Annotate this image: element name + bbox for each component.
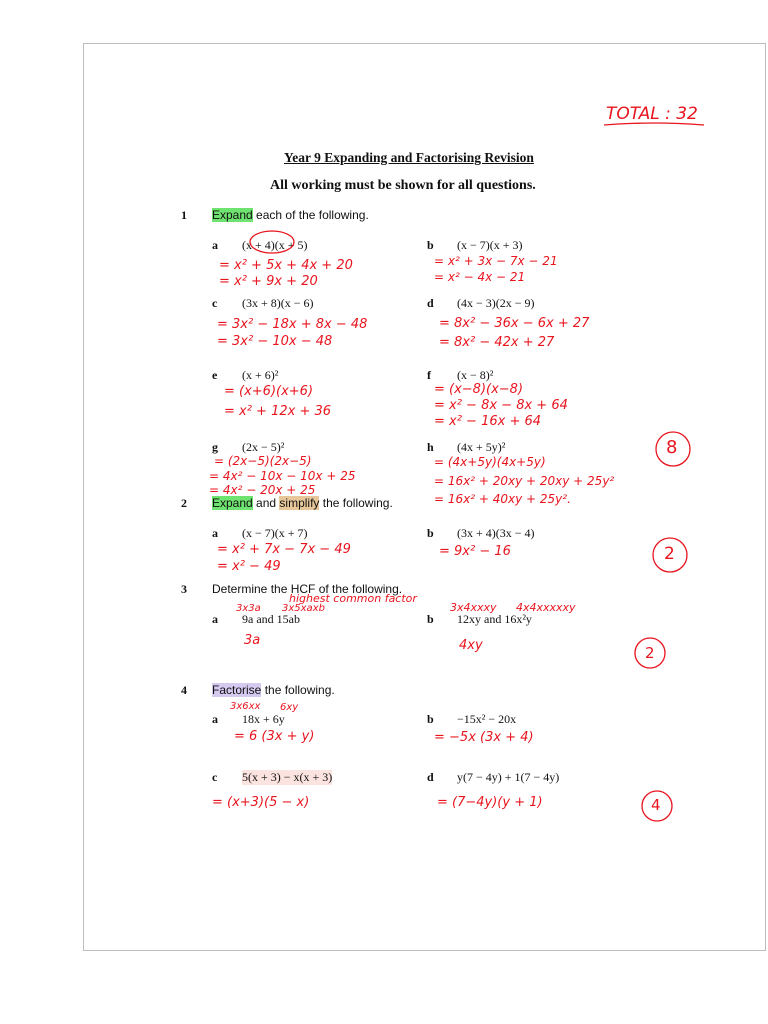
q1d-letter: d — [427, 296, 434, 310]
q3a-expression: 9a and 15ab — [242, 612, 300, 626]
score-q1: 8 — [666, 437, 678, 458]
q1g-expression: (2x − 5)² — [242, 440, 285, 454]
q1a-expression: (x + 4)(x + 5) — [242, 238, 308, 252]
q4c-answer: = (x+3)(5 − x) — [212, 795, 310, 810]
q1e-letter: e — [212, 368, 218, 382]
q1h-expression: (4x + 5y)² — [457, 440, 506, 454]
score-q2: 2 — [664, 544, 675, 564]
handwriting-layer — [84, 44, 767, 952]
q1b-working-line1: = x² + 3x − 7x − 21 — [434, 254, 558, 268]
q1f-working-line3: = x² − 16x + 64 — [434, 414, 542, 429]
q4c-letter: c — [212, 770, 218, 784]
q1d-working-line2: = 8x² − 42x + 27 — [439, 335, 555, 350]
q3a-letter: a — [212, 612, 218, 626]
q1c-working-line2: = 3x² − 10x − 48 — [217, 334, 333, 349]
q1d-working-line1: = 8x² − 36x − 6x + 27 — [439, 316, 590, 331]
q1c-letter: c — [212, 296, 218, 310]
question-3-prompt: Determine the HCF of the following. — [212, 582, 403, 596]
q1a-loop-mark — [250, 231, 294, 253]
q1e-working-line1: = (x+6)(x+6) — [224, 384, 314, 399]
q2b-letter: b — [427, 526, 434, 540]
q3b-working-2: 4x4xxxxxy — [516, 601, 576, 614]
question-4-prompt: Factorise the following. — [212, 683, 335, 697]
expand-keyword: Expand — [212, 208, 253, 222]
q1f-letter: f — [427, 368, 431, 382]
q1c-expression: (3x + 8)(x − 6) — [242, 296, 314, 310]
total-score: TOTAL : 32 — [606, 104, 698, 124]
q4b-letter: b — [427, 712, 434, 726]
simplify-keyword: simplify — [279, 496, 320, 510]
question-3-number: 3 — [181, 582, 187, 596]
q1g-working-line2: = 4x² − 10x − 10x + 25 — [209, 469, 356, 483]
q2a-working-line1: = x² + 7x − 7x − 49 — [217, 542, 351, 557]
q1d-expression: (4x − 3)(2x − 9) — [457, 296, 535, 310]
q1b-letter: b — [427, 238, 434, 252]
q1b-expression: (x − 7)(x + 3) — [457, 238, 523, 252]
q3a-working-2: 3x5xaxb — [282, 603, 325, 614]
q3a-answer: 3a — [244, 633, 261, 648]
question-4-number: 4 — [181, 683, 187, 697]
q1e-expression: (x + 6)² — [242, 368, 279, 382]
q4a-working-2: 6xy — [280, 702, 299, 713]
score-q4: 4 — [651, 796, 661, 814]
factorise-keyword: Factorise — [212, 683, 262, 697]
q1h-working-line2: = 16x² + 20xy + 20xy + 25y² — [434, 474, 615, 488]
q1h-working-line1: = (4x+5y)(4x+5y) — [434, 455, 546, 469]
hcf-definition-note: highest common factor — [289, 592, 417, 605]
q1a-letter: a — [212, 238, 218, 252]
q2a-working-line2: = x² − 49 — [217, 559, 281, 574]
q4d-expression: y(7 − 4y) + 1(7 − 4y) — [457, 770, 560, 784]
question-1-prompt: Expand each of the following. — [212, 208, 369, 222]
q1h-letter: h — [427, 440, 434, 454]
question-1-number: 1 — [181, 208, 187, 222]
q3a-working-1: 3x3a — [236, 603, 261, 614]
q1a-working-line1: = x² + 5x + 4x + 20 — [219, 258, 353, 273]
q4d-answer: = (7−4y)(y + 1) — [437, 795, 543, 810]
q1c-working-line1: = 3x² − 18x + 8x − 48 — [217, 317, 368, 332]
q4b-answer: = −5x (3x + 4) — [434, 730, 534, 745]
q1b-working-line2: = x² − 4x − 21 — [434, 270, 526, 284]
q1g-working-line1: = (2x−5)(2x−5) — [214, 454, 312, 468]
q4a-expression: 18x + 6y — [242, 712, 285, 726]
q1g-working-line3: = 4x² − 20x + 25 — [209, 483, 316, 497]
q4a-working-1: 3x6xx — [230, 701, 261, 712]
q3b-expression: 12xy and 16x²y — [457, 612, 532, 626]
expand-keyword: Expand — [212, 496, 253, 510]
q2a-letter: a — [212, 526, 218, 540]
q4d-letter: d — [427, 770, 434, 784]
q3b-letter: b — [427, 612, 434, 626]
q3b-working-1: 3x4xxxy — [450, 601, 497, 614]
q2a-expression: (x − 7)(x + 7) — [242, 526, 308, 540]
q2b-expression: (3x + 4)(3x − 4) — [457, 526, 535, 540]
q2b-working-line1: = 9x² − 16 — [439, 544, 511, 559]
q4b-expression: −15x² − 20x — [457, 712, 517, 726]
q4a-answer: = 6 (3x + y) — [234, 729, 315, 744]
worksheet-page — [83, 43, 766, 951]
q1f-working-line2: = x² − 8x − 8x + 64 — [434, 398, 568, 413]
worksheet-title: Year 9 Expanding and Factorising Revision — [284, 150, 534, 165]
q1a-working-line2: = x² + 9x + 20 — [219, 274, 318, 289]
question-2-prompt: Expand and simplify the following. — [212, 496, 393, 510]
q1h-working-line3: = 16x² + 40xy + 25y². — [434, 492, 571, 506]
q1f-expression: (x − 8)² — [457, 368, 494, 382]
q4a-letter: a — [212, 712, 218, 726]
score-q3: 2 — [645, 644, 655, 662]
q1g-letter: g — [212, 440, 218, 454]
q4c-expression: 5(x + 3) − x(x + 3) — [242, 770, 333, 784]
q1f-working-line1: = (x−8)(x−8) — [434, 382, 524, 397]
question-2-number: 2 — [181, 496, 187, 510]
q3b-answer: 4xy — [459, 638, 483, 653]
worksheet-instructions: All working must be shown for all questions. — [270, 178, 536, 193]
q1e-working-line2: = x² + 12x + 36 — [224, 404, 332, 419]
